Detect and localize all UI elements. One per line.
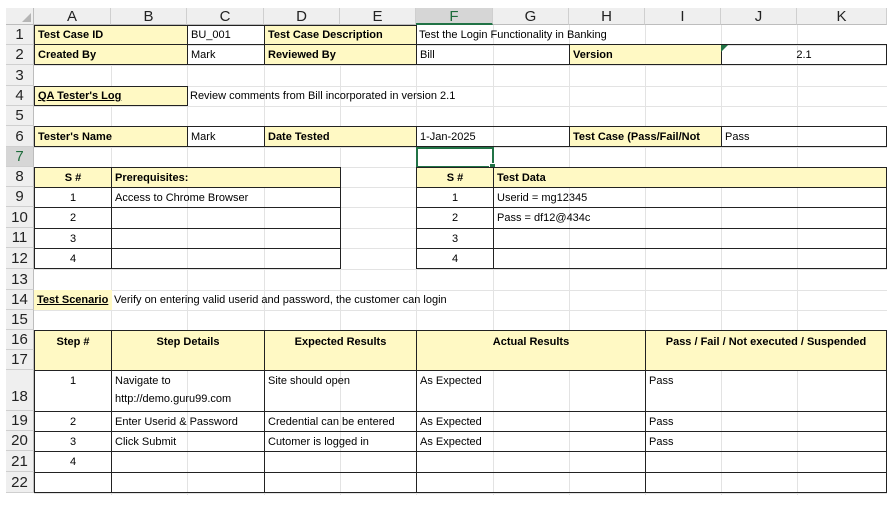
step-expected[interactable]: Credential can be entered xyxy=(264,411,417,432)
created-by-label[interactable]: Created By xyxy=(34,44,188,65)
prereq-text[interactable]: Access to Chrome Browser xyxy=(111,187,341,208)
reviewed-by-value[interactable]: Bill xyxy=(416,44,570,65)
row-header-8[interactable]: 8 xyxy=(6,167,34,187)
expected-results-header[interactable]: Expected Results xyxy=(264,330,417,371)
step-num[interactable]: 2 xyxy=(34,411,112,432)
prereq-num[interactable]: 1 xyxy=(34,187,112,208)
column-header-c[interactable]: C xyxy=(187,8,264,25)
row-header-13[interactable]: 13 xyxy=(6,269,34,290)
gridline-horizontal xyxy=(34,65,887,66)
row-header-22[interactable]: 22 xyxy=(6,472,34,493)
active-cell-f7[interactable] xyxy=(416,147,494,168)
test-data-num[interactable]: 1 xyxy=(416,187,494,208)
prereq-header[interactable]: Prerequisites: xyxy=(111,167,341,188)
gridline-horizontal xyxy=(34,106,887,107)
prereq-num[interactable]: 4 xyxy=(34,248,112,269)
step-num[interactable] xyxy=(34,472,112,493)
row-header-5[interactable]: 5 xyxy=(6,106,34,126)
qa-log-text[interactable]: Review comments from Bill incorporated in version 2.1 xyxy=(190,90,456,102)
step-num-header[interactable]: Step # xyxy=(34,330,112,371)
row-header-2[interactable]: 2 xyxy=(6,45,34,65)
column-header-d[interactable]: D xyxy=(264,8,340,25)
row-header-21[interactable]: 21 xyxy=(6,451,34,472)
version-label[interactable]: Version xyxy=(569,44,722,65)
step-status[interactable]: Pass xyxy=(645,411,887,432)
gridline-horizontal xyxy=(34,310,887,311)
column-header-f[interactable]: F xyxy=(416,8,493,25)
step-actual[interactable]: As Expected xyxy=(416,370,646,412)
step-expected[interactable] xyxy=(264,472,417,493)
column-header-g[interactable]: G xyxy=(493,8,569,25)
actual-results-header[interactable]: Actual Results xyxy=(416,330,646,371)
test-data-num[interactable]: 2 xyxy=(416,207,494,229)
column-header-j[interactable]: J xyxy=(721,8,797,25)
row-header-7[interactable]: 7 xyxy=(6,147,34,167)
column-header-h[interactable]: H xyxy=(569,8,645,25)
step-details[interactable]: Enter Userid & Password xyxy=(111,411,265,432)
test-result-value[interactable]: Pass xyxy=(721,126,887,147)
tester-name-label[interactable]: Tester's Name xyxy=(34,126,188,147)
prereq-text[interactable] xyxy=(111,228,341,249)
prereq-text[interactable] xyxy=(111,207,341,229)
gridline-horizontal xyxy=(34,269,887,270)
test-case-id-value[interactable]: BU_001 xyxy=(187,25,265,45)
row-header-18[interactable]: 18 xyxy=(6,370,34,411)
step-actual[interactable] xyxy=(416,472,646,493)
step-num[interactable]: 1 xyxy=(34,370,112,412)
step-status[interactable]: Pass xyxy=(645,370,887,412)
step-details[interactable] xyxy=(111,472,265,493)
prereq-text[interactable] xyxy=(111,248,341,269)
row-header-16[interactable]: 16 xyxy=(6,330,34,350)
step-status[interactable] xyxy=(645,451,887,473)
column-header-k[interactable]: K xyxy=(797,8,887,25)
description-value[interactable]: Test the Login Functionality in Banking xyxy=(419,29,607,41)
row-header-17[interactable]: 17 xyxy=(6,350,34,370)
step-expected[interactable]: Cutomer is logged in xyxy=(264,431,417,452)
test-data-num[interactable]: 4 xyxy=(416,248,494,269)
step-details[interactable] xyxy=(111,451,265,473)
row-header-14[interactable]: 14 xyxy=(6,290,34,310)
step-details-header[interactable]: Step Details xyxy=(111,330,265,371)
test-data-text[interactable]: Userid = mg12345 xyxy=(493,187,887,208)
test-case-id-label[interactable]: Test Case ID xyxy=(34,25,188,45)
test-data-text[interactable] xyxy=(493,228,887,249)
date-tested-value[interactable]: 1-Jan-2025 xyxy=(416,126,570,147)
step-status[interactable] xyxy=(645,472,887,493)
test-result-label[interactable]: Test Case (Pass/Fail/Not xyxy=(569,126,722,147)
test-data-header[interactable]: Test Data xyxy=(493,167,887,188)
step-num[interactable]: 4 xyxy=(34,451,112,473)
version-value[interactable]: 2.1 xyxy=(721,44,887,65)
row-header-6[interactable]: 6 xyxy=(6,126,34,147)
qa-log-label[interactable]: QA Tester's Log xyxy=(34,86,188,106)
step-expected[interactable] xyxy=(264,451,417,473)
test-data-num-header[interactable]: S # xyxy=(416,167,494,188)
column-header-a[interactable]: A xyxy=(34,8,111,25)
date-tested-label[interactable]: Date Tested xyxy=(264,126,417,147)
tester-name-value[interactable]: Mark xyxy=(187,126,265,147)
test-data-text[interactable]: Pass = df12@434c xyxy=(493,207,887,229)
prereq-num[interactable]: 2 xyxy=(34,207,112,229)
row-header-9[interactable]: 9 xyxy=(6,187,34,207)
row-header-11[interactable]: 11 xyxy=(6,228,34,248)
row-header-19[interactable]: 19 xyxy=(6,411,34,431)
row-header-1[interactable]: 1 xyxy=(6,25,34,45)
step-details[interactable]: Navigate to http://demo.guru99.com xyxy=(111,370,265,412)
select-all-corner[interactable] xyxy=(6,8,34,25)
status-header[interactable]: Pass / Fail / Not executed / Suspended xyxy=(645,330,887,371)
prereq-num-header[interactable]: S # xyxy=(34,167,112,188)
row-header-15[interactable]: 15 xyxy=(6,310,34,330)
gridline-horizontal xyxy=(34,493,887,494)
prereq-num[interactable]: 3 xyxy=(34,228,112,249)
column-header-i[interactable]: I xyxy=(645,8,721,25)
step-num[interactable]: 3 xyxy=(34,431,112,452)
step-actual[interactable]: As Expected xyxy=(416,431,646,452)
description-label[interactable]: Test Case Description xyxy=(264,25,417,45)
column-header-e[interactable]: E xyxy=(340,8,416,25)
step-actual[interactable]: As Expected xyxy=(416,411,646,432)
column-header-b[interactable]: B xyxy=(111,8,187,25)
test-scenario-text[interactable]: Verify on entering valid userid and password, the customer can login xyxy=(114,294,447,306)
row-header-20[interactable]: 20 xyxy=(6,431,34,451)
step-actual[interactable] xyxy=(416,451,646,473)
row-header-3[interactable]: 3 xyxy=(6,65,34,86)
step-status[interactable]: Pass xyxy=(645,431,887,452)
reviewed-by-label[interactable]: Reviewed By xyxy=(264,44,417,65)
row-header-12[interactable]: 12 xyxy=(6,248,34,269)
created-by-value[interactable]: Mark xyxy=(187,44,265,65)
test-scenario-label[interactable]: Test Scenario xyxy=(34,290,112,310)
row-header-10[interactable]: 10 xyxy=(6,207,34,228)
row-header-4[interactable]: 4 xyxy=(6,86,34,106)
comment-indicator[interactable] xyxy=(721,45,728,52)
step-details[interactable]: Click Submit xyxy=(111,431,265,452)
test-data-text[interactable] xyxy=(493,248,887,269)
test-data-num[interactable]: 3 xyxy=(416,228,494,249)
step-expected[interactable]: Site should open xyxy=(264,370,417,412)
